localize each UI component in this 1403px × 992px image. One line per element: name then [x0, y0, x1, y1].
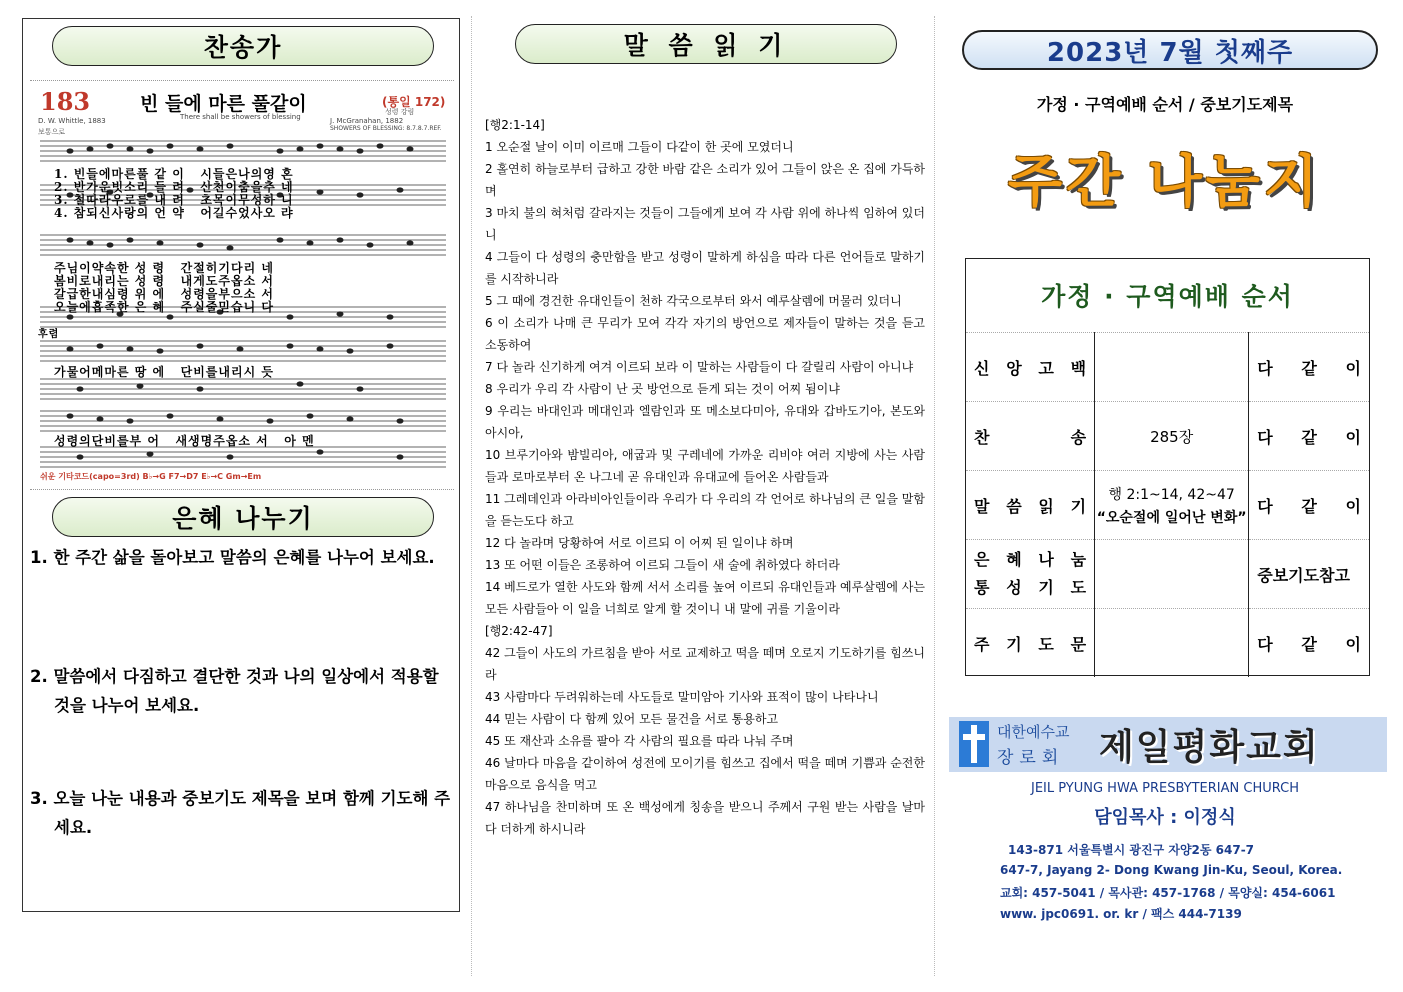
- hymn-subject: 성령 강림: [385, 108, 415, 116]
- scripture-verse: 44 믿는 사람이 다 함께 있어 모든 물건을 서로 통용하고: [485, 712, 779, 726]
- label-char: 도: [1070, 578, 1087, 597]
- pastor-name: 담임목사 : 이정식: [1094, 807, 1236, 828]
- hymn-lyric-line: 2. 반가운빗소리 들 려 산천이춤을추 네: [54, 180, 294, 194]
- label-char: 성: [1006, 578, 1022, 597]
- scripture-verse: 3 마치 불의 혀처럼 갈라지는 것들이 그들에게 보여 각 사람 위에 하나씩 임하여 있더니: [485, 206, 925, 242]
- label-char: 씀: [1006, 496, 1022, 516]
- hymn-lyric-line: 갈급한내심령 위 에 성령을부으소 서: [54, 287, 274, 301]
- label-char: 다: [1257, 358, 1273, 378]
- label-char: 같: [1301, 358, 1317, 378]
- label-line: [974, 574, 1086, 602]
- label-char: 기: [1070, 496, 1087, 516]
- table-row: [966, 333, 1369, 402]
- label-char: 찬: [974, 427, 990, 447]
- hymn-lyric-line: 가물어메마른 땅 에 단비를내리시 듯: [54, 365, 274, 379]
- label-char: 기: [1006, 634, 1022, 654]
- denomination-line1: 대한예수교: [997, 723, 1070, 741]
- hymn-lyric-line: 주님이약속한 성 령 간절히기다리 네: [54, 261, 274, 275]
- label-char: 백: [1070, 358, 1087, 378]
- order-content: [1095, 540, 1249, 609]
- scripture-verse: 10 브루기아와 밤빌리아, 애굽과 및 구레네에 가까운 리비야 여러 지방에 사는 사람들과 로마로부터 온 나그네 곧 유대인과 유대교에 들어온 사람들과: [485, 448, 925, 484]
- address-english: 647-7, Jayang 2- Dong Kwang Jin-Ku, Seoul, Korea.: [1000, 863, 1343, 877]
- order-label: [966, 540, 1095, 609]
- label-char: 읽: [1038, 496, 1054, 516]
- hymn-tempo: 보통으로: [38, 128, 66, 136]
- order-who: [1249, 471, 1369, 540]
- scripture-text: [485, 114, 925, 840]
- cover-subtitle: 가정 · 구역예배 순서 / 중보기도제목: [1036, 95, 1294, 114]
- label-char: 문: [1070, 634, 1087, 654]
- label-char: 말: [974, 496, 990, 516]
- order-content: [1095, 609, 1249, 678]
- scripture-verse: 1 오순절 날이 이미 이르매 그들이 다같이 한 곳에 모였더니: [485, 140, 794, 154]
- denomination-line2: 장로회: [997, 748, 1065, 768]
- scripture-verse: 7 다 놀라 신기하게 여겨 이르되 보라 이 말하는 사람들이 다 갈릴리 사람이 아니냐: [485, 360, 914, 374]
- order-label: [966, 471, 1095, 540]
- scripture-verse: 11 그레데인과 아라비아인들이라 우리가 다 우리의 각 언어로 하나님의 큰 일을 말함을 듣는도다 하고: [485, 492, 925, 528]
- label-char: 은: [974, 550, 990, 569]
- church-banner: [949, 717, 1387, 772]
- label-char: 도: [1038, 634, 1054, 654]
- order-content: [1095, 471, 1249, 540]
- order-label: [966, 609, 1095, 678]
- label-char: 주: [974, 634, 990, 654]
- hymn-meter: SHOWERS OF BLESSING: 8.7.8.7.REF.: [330, 125, 442, 132]
- scripture-verse: 13 또 어떤 이들은 조롱하여 이르되 그들이 새 술에 취하였다 하더라: [485, 558, 840, 572]
- week-banner: [962, 30, 1378, 70]
- hymn-title: 빈 들에 마른 풀같이: [140, 93, 307, 115]
- worship-order-table: [966, 332, 1369, 677]
- scripture-verse: 9 우리는 바대인과 메대인과 엘람인과 또 메소보다미아, 유대와 갑바도기아, 본도와 아시아,: [485, 404, 925, 440]
- order-content: [1095, 333, 1249, 402]
- order-content: 285장: [1095, 402, 1249, 471]
- scripture-heading: 말 씀 읽 기: [515, 24, 897, 64]
- hymn-guitar-chords: 쉬운 기타코드(capo=3rd) B♭→G F7→D7 E♭→C Gm→Em: [40, 472, 262, 481]
- label-char: 앙: [1006, 358, 1022, 378]
- hymn-refrain-label: 후렴: [38, 329, 60, 340]
- hymn-lyricist: D. W. Whittle, 1883: [38, 117, 106, 125]
- label-char: 다: [1257, 634, 1273, 654]
- grace-heading: 은혜 나누기: [52, 497, 434, 537]
- order-who: [1249, 609, 1369, 678]
- label-char: 다: [1257, 427, 1273, 447]
- scripture-verse: 2 홀연히 하늘로부터 급하고 강한 바람 같은 소리가 있어 그들이 앉은 온 집에 가득하며: [485, 162, 925, 198]
- label-char: 이: [1345, 427, 1361, 447]
- label-char: 신: [974, 358, 990, 378]
- hymn-lyric-line: 1. 빈들에마른풀 같 이 시들은나의영 혼: [54, 167, 294, 181]
- hymn-heading: 찬송가: [52, 26, 434, 66]
- label-char: 혜: [1006, 550, 1022, 569]
- label-char: 이: [1345, 358, 1361, 378]
- worship-order-box: [965, 258, 1370, 676]
- table-row: [966, 402, 1369, 471]
- label-char: 같: [1301, 496, 1317, 516]
- hymn-lyric-line: 봄비로내리는 성 령 내게도주옵소 서: [54, 274, 274, 288]
- label-char: 다: [1257, 496, 1273, 516]
- cross-logo-icon: [959, 721, 989, 767]
- grace-question-1: 1. 한 주간 삶을 돌아보고 말씀의 은혜를 나누어 보세요.: [30, 548, 435, 567]
- scripture-verse: [행2:1-14]: [485, 118, 545, 132]
- hymn-lyric-line: 4. 참되신사랑의 언 약 어길수었사오 랴: [54, 206, 294, 220]
- table-row: [966, 540, 1369, 609]
- address-korean: 143-871 서울특별시 광진구 자양2동 647-7: [1008, 843, 1255, 857]
- label-char: 송: [1070, 427, 1087, 447]
- scripture-verse: 8 우리가 우리 각 사람이 난 곳 방언으로 듣게 되는 것이 어찌 됨이냐: [485, 382, 840, 396]
- label-char: 통: [974, 578, 990, 597]
- scripture-verse: [행2:42-47]: [485, 624, 553, 638]
- hymn-ref: (통일 172): [382, 95, 446, 109]
- order-who: [1249, 402, 1369, 471]
- hymn-lyric-line: 성령의단비를부 어 새생명주옵소 서 아 멘: [54, 434, 315, 448]
- grace-question-2: 2. 말씀에서 다짐하고 결단한 것과 나의 일상에서 적용할 것을 나누어 보세요.: [30, 667, 439, 715]
- hymn-lyric-line: 오늘에흡족한 은 혜 주실줄믿습니 다: [54, 300, 274, 314]
- scripture-verse: 14 베드로가 열한 사도와 함께 서서 소리를 높여 이르되 유대인들과 예루살렘에 사는 모든 사람들아 이 일을 너희로 알게 할 것이니 내 말에 귀를 기울이라: [485, 580, 925, 616]
- label-char: 이: [1345, 634, 1361, 654]
- scripture-verse: 6 이 소리가 나매 큰 무리가 모여 각각 자기의 방언으로 제자들이 말하는 것을 듣고 소동하여: [485, 316, 925, 352]
- label-char: 고: [1038, 358, 1054, 378]
- scripture-verse: 43 사람마다 두려워하는데 사도들로 말미암아 기사와 표적이 많이 나타나니: [485, 690, 879, 704]
- table-row: [966, 471, 1369, 540]
- hymn-sheet: [30, 80, 454, 490]
- scripture-verse: 42 그들이 사도의 가르침을 받아 서로 교제하고 떡을 떼며 오로지 기도하기를 힘쓰니라: [485, 646, 925, 682]
- scripture-verse: 12 다 놀라며 당황하여 서로 이르되 이 어찌 된 일이냐 하며: [485, 536, 794, 550]
- label-char: 나: [1038, 550, 1054, 569]
- scripture-verse: 4 그들이 다 성령의 충만함을 받고 성령이 말하게 하심을 따라 다른 언어들로 말하기를 시작하니라: [485, 250, 925, 286]
- scripture-verse: 5 그 때에 경건한 유대인들이 천하 각국으로부터 와서 예루살렘에 머물러 있더니: [485, 294, 902, 308]
- label-char: 기: [1038, 578, 1054, 597]
- church-name: 제일평화교회: [1099, 727, 1320, 768]
- order-label: [966, 402, 1095, 471]
- worship-order-heading: 가정 · 구역예배 순서: [1041, 282, 1294, 311]
- hymn-english-title: There shall be showers of blessing: [180, 113, 301, 121]
- phone-numbers: 교회: 457-5041 / 목사관: 457-1768 / 목양실: 454-6061: [1000, 886, 1336, 900]
- hymn-composer: J. McGranahan, 1882: [330, 117, 404, 125]
- hymn-number: 183: [40, 87, 91, 116]
- column-divider: [471, 16, 472, 976]
- week-title: 2023년 7월 첫째주: [1046, 37, 1294, 68]
- church-english-name: JEIL PYUNG HWA PRESBYTERIAN CHURCH: [1030, 781, 1299, 796]
- scripture-verse: 47 하나님을 찬미하며 또 온 백성에게 칭송을 받으니 주께서 구원 받는 사람을 날마다 더하게 하시니라: [485, 800, 925, 836]
- column-divider: [934, 16, 935, 976]
- label-char: 같: [1301, 427, 1317, 447]
- order-who: [1249, 333, 1369, 402]
- website-fax: www. jpc0691. or. kr / 팩스 444-7139: [1000, 907, 1242, 921]
- scripture-verse: 46 날마다 마음을 같이하여 성전에 모이기를 힘쓰고 집에서 떡을 떼며 기쁨과 순전한 마음으로 음식을 먹고: [485, 756, 925, 792]
- cover-main-title: 주간 나눔지: [1008, 150, 1322, 215]
- table-row: [966, 609, 1369, 678]
- hymn-lyric-line: 3. 철따라우로를 내 려 초목이무성하 니: [54, 193, 294, 207]
- order-content-ref: 행 2:1~14, 42~47: [1108, 486, 1235, 503]
- order-who: 중보기도참고: [1249, 540, 1369, 609]
- label-char: 이: [1345, 496, 1361, 516]
- scripture-verse: 45 또 재산과 소유를 팔아 각 사람의 필요를 따라 나눠 주며: [485, 734, 794, 748]
- label-char: 같: [1301, 634, 1317, 654]
- order-content-sermon-title: “오순절에 일어난 변화”: [1096, 509, 1247, 526]
- order-label: [966, 333, 1095, 402]
- label-line: [974, 546, 1086, 574]
- label-char: 눔: [1070, 550, 1087, 569]
- grace-question-3: 3. 오늘 나눈 내용과 중보기도 제목을 보며 함께 기도해 주세요.: [30, 789, 451, 837]
